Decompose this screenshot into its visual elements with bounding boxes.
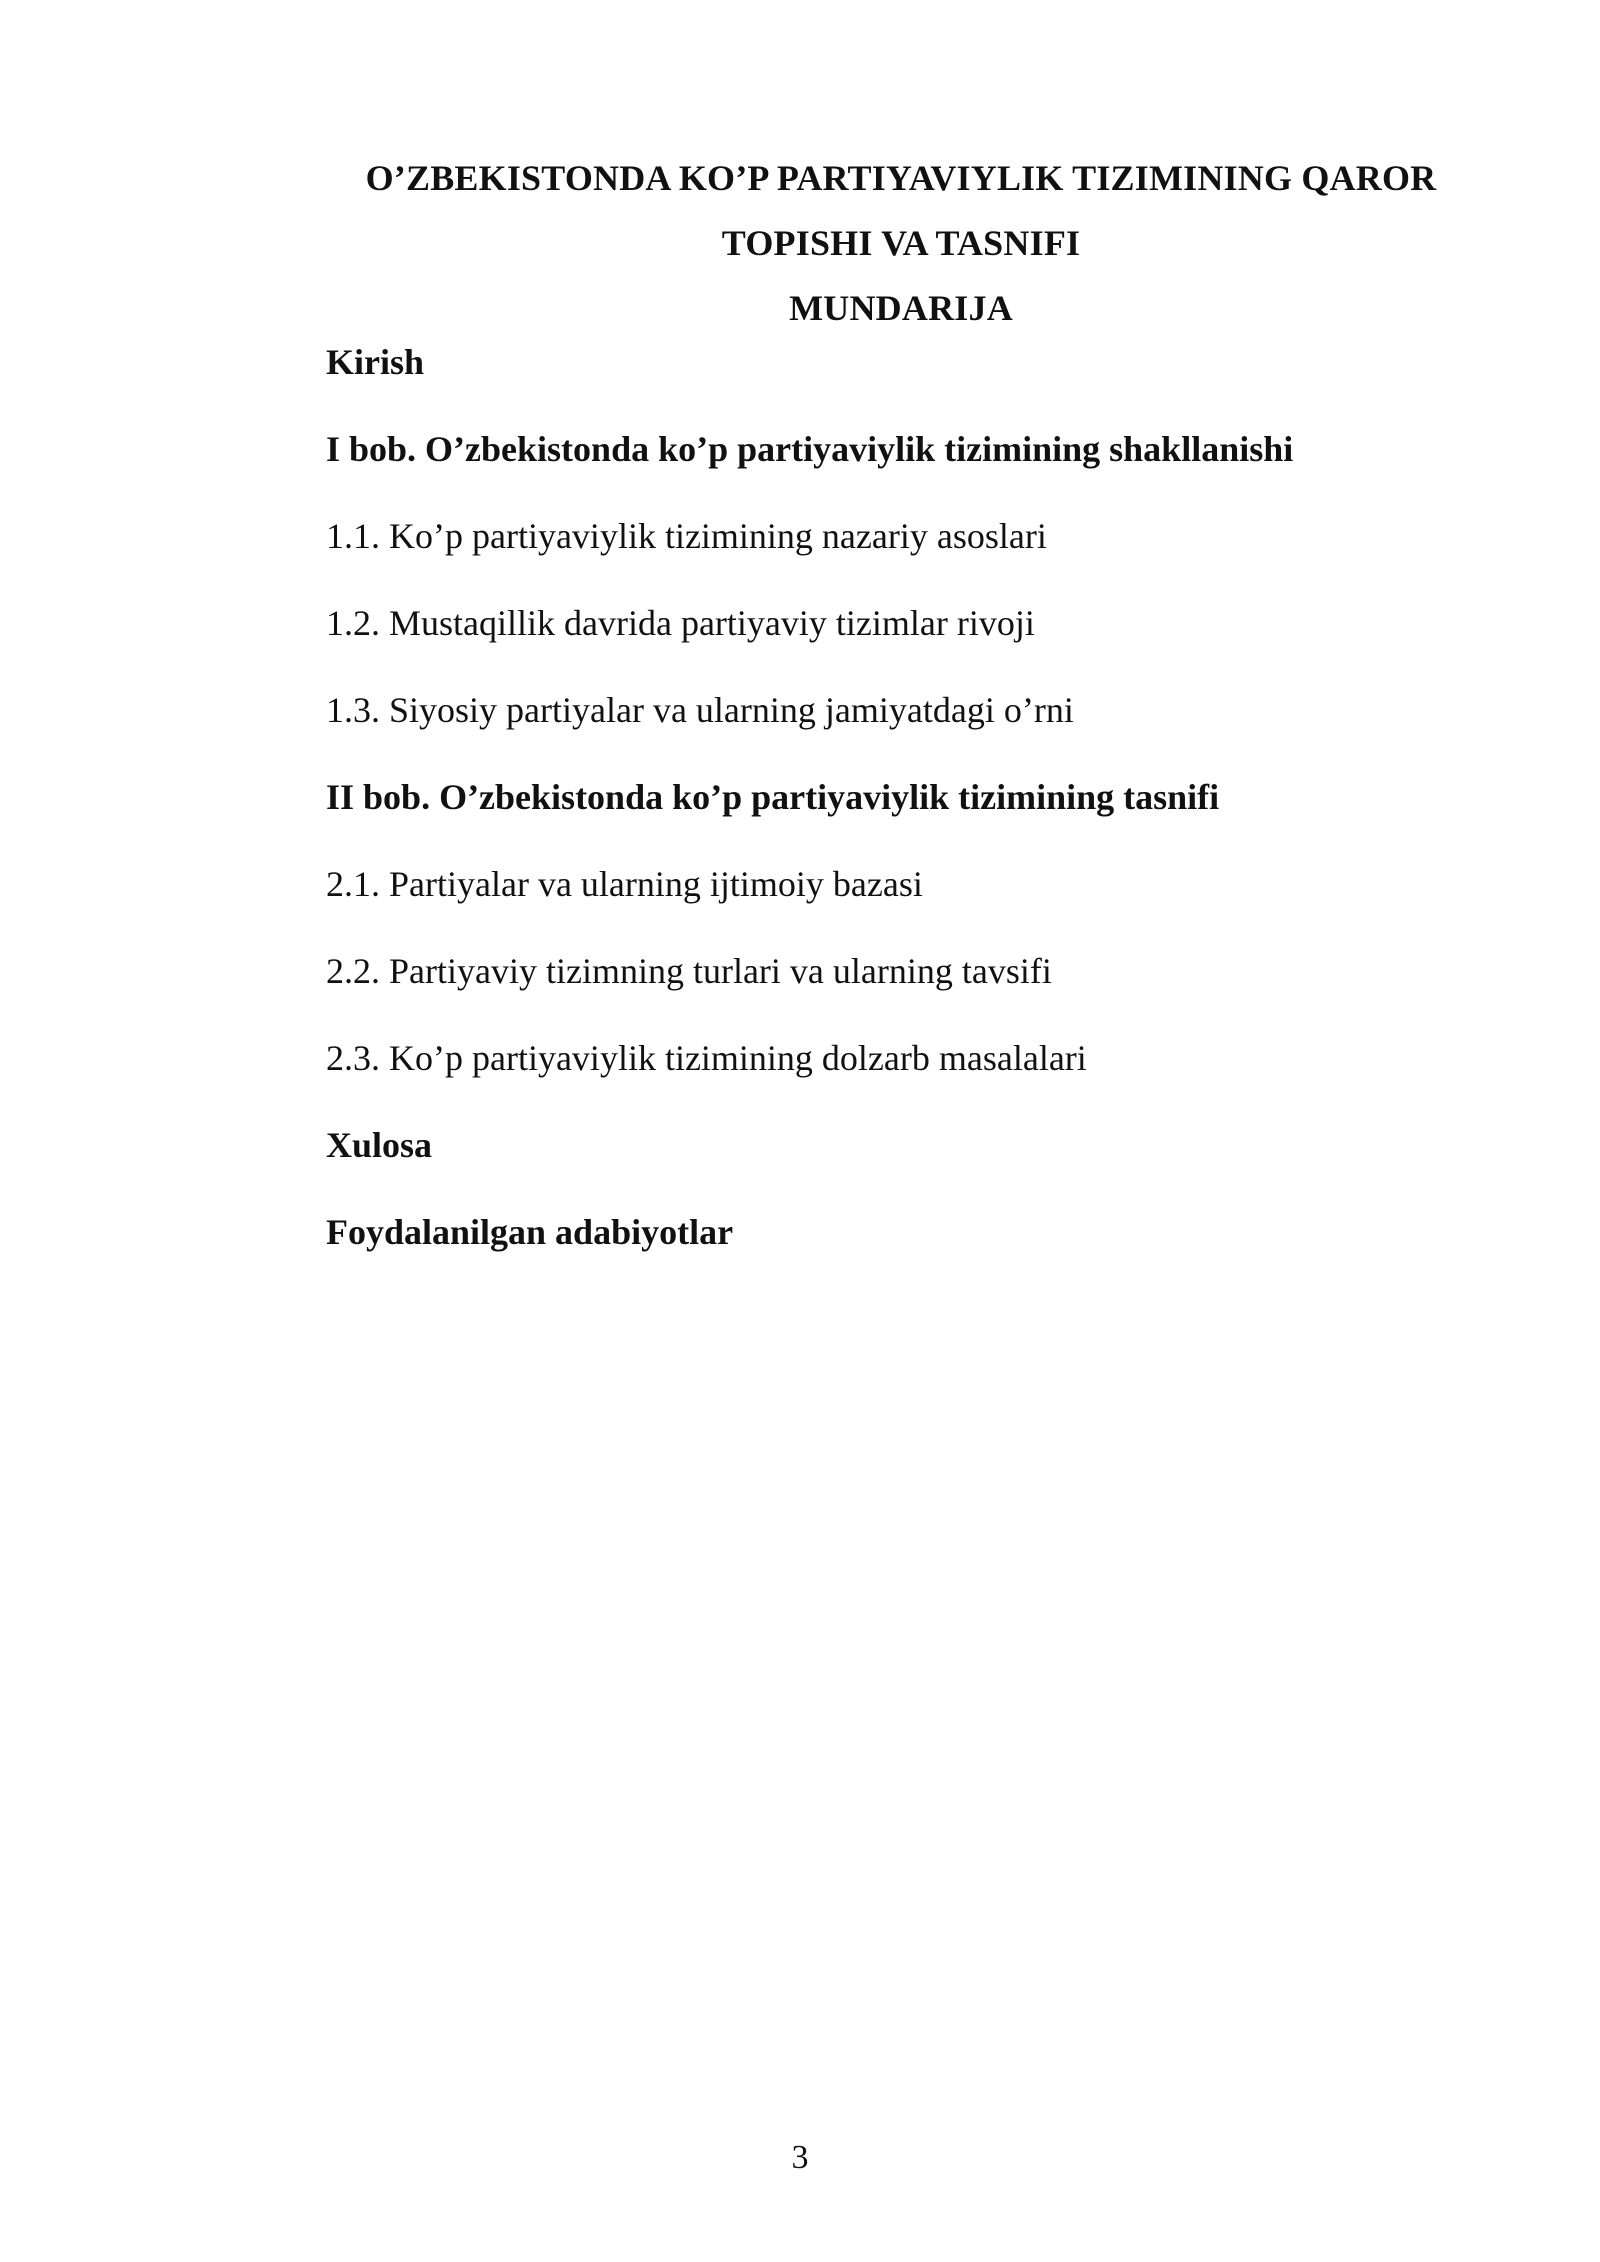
toc-item-conclusion: Xulosa bbox=[326, 1125, 433, 1165]
toc-item-section-1-2: 1.2. Mustaqillik davrida partiyaviy tizimlar rivoji bbox=[326, 603, 1035, 643]
contents-heading: MUNDARIJA bbox=[789, 288, 1013, 328]
toc-item-section-2-1: 2.1. Partiyalar va ularning ijtimoiy bazasi bbox=[326, 864, 923, 904]
toc-item-section-1-1: 1.1. Ko’p partiyaviylik tizimining nazariy asoslari bbox=[326, 516, 1047, 556]
toc-item-section-2-3: 2.3. Ko’p partiyaviylik tizimining dolzarb masalalari bbox=[326, 1038, 1087, 1078]
toc-item-introduction: Kirish bbox=[326, 342, 425, 382]
title-line-1: O’ZBEKISTONDA KO’P PARTIYAVIYLIK TIZIMINING QAROR bbox=[365, 158, 1437, 198]
title-line-2: TOPISHI VA TASNIFI bbox=[721, 223, 1081, 263]
toc-item-chapter-2: II bob. O’zbekistonda ko’p partiyaviylik tizimining tasnifi bbox=[326, 777, 1220, 817]
toc-item-chapter-1: I bob. O’zbekistonda ko’p partiyaviylik tizimining shakllanishi bbox=[326, 429, 1294, 469]
page-number: 3 bbox=[791, 2139, 809, 2176]
toc-item-section-1-3: 1.3. Siyosiy partiyalar va ularning jamiyatdagi o’rni bbox=[326, 690, 1074, 730]
toc-item-section-2-2: 2.2. Partiyaviy tizimning turlari va ularning tavsifi bbox=[326, 951, 1052, 991]
toc-item-references: Foydalanilgan adabiyotlar bbox=[326, 1212, 734, 1252]
document-title bbox=[326, 146, 1476, 341]
table-of-contents bbox=[326, 340, 1476, 1297]
